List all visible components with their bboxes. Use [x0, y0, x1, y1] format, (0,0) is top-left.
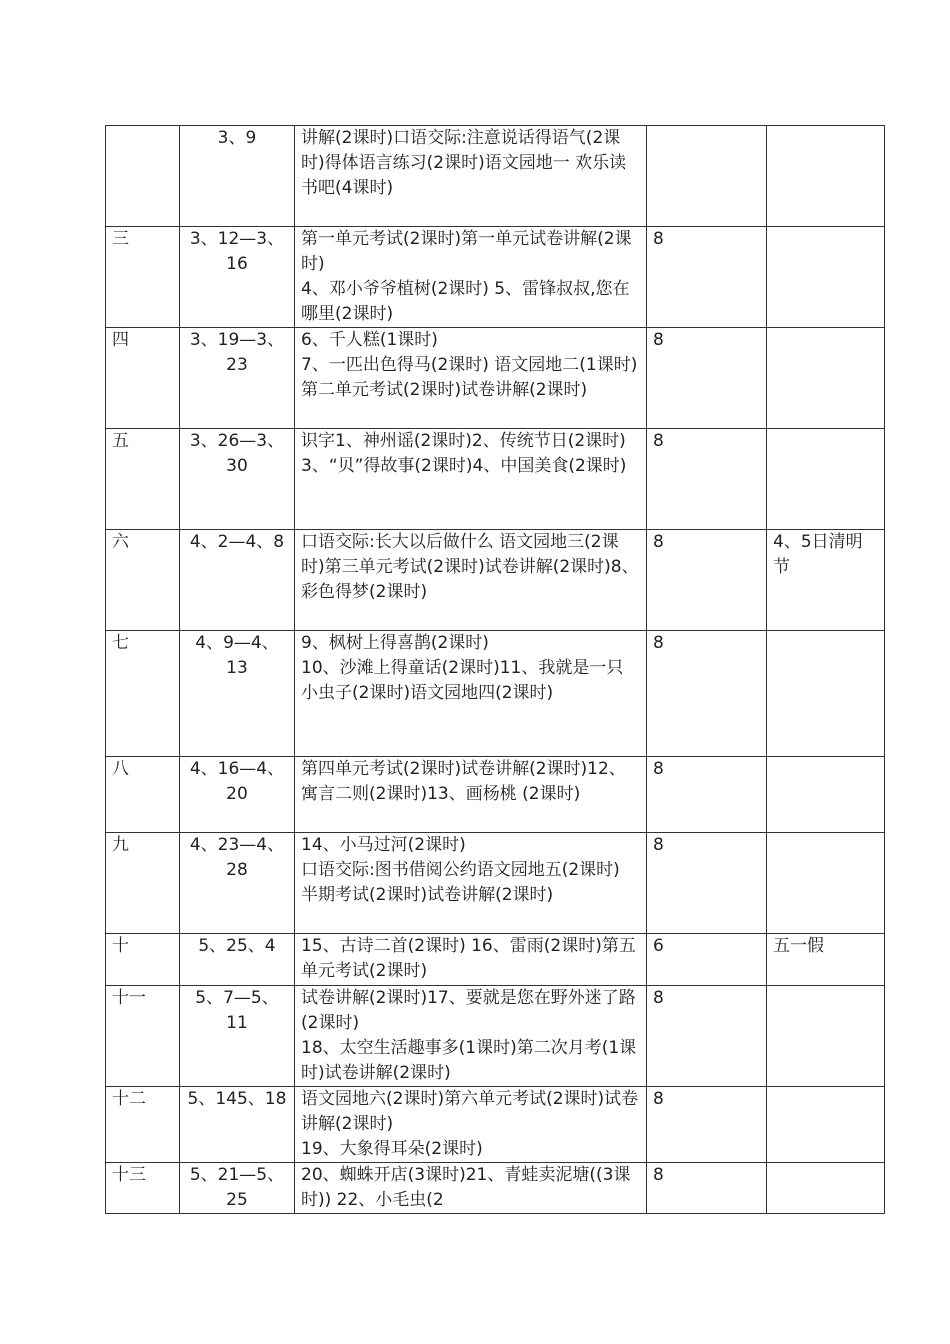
content-cell: 15、古诗二首(2课时) 16、雷雨(2课时)第五单元考试(2课时)	[295, 934, 647, 986]
dates-cell: 3、26—3、30	[180, 429, 295, 530]
table-row	[106, 757, 885, 833]
content-cell: 试卷讲解(2课时)17、要就是您在野外迷了路(2课时) 18、太空生活趣事多(1课时)第二次月考(1课时)试卷讲解(2课时)	[295, 986, 647, 1087]
note-cell: 4、5日清明节	[767, 530, 885, 631]
content-cell: 第一单元考试(2课时)第一单元试卷讲解(2课时) 4、邓小爷爷植树(2课时) 5、雷锋叔叔,您在哪里(2课时)	[295, 227, 647, 328]
table-row	[106, 986, 885, 1087]
week-cell: 六	[106, 530, 180, 631]
table-row	[106, 328, 885, 429]
dates-cell: 5、25、4	[180, 934, 295, 986]
note-cell	[767, 126, 885, 227]
dates-cell: 3、9	[180, 126, 295, 227]
content-cell: 讲解(2课时)口语交际:注意说话得语气(2课时)得体语言练习(2课时)语文园地一 欢乐读书吧(4课时)	[295, 126, 647, 227]
week-cell: 十	[106, 934, 180, 986]
content-cell: 口语交际:长大以后做什么 语文园地三(2课时)第三单元考试(2课时)试卷讲解(2课时)8、彩色得梦(2课时)	[295, 530, 647, 631]
hours-cell: 8	[647, 328, 767, 429]
dates-cell: 3、19—3、23	[180, 328, 295, 429]
note-cell	[767, 986, 885, 1087]
table-row	[106, 1163, 885, 1214]
note-cell	[767, 328, 885, 429]
hours-cell	[647, 126, 767, 227]
hours-cell: 8	[647, 833, 767, 934]
content-cell: 识字1、神州谣(2课时)2、传统节日(2课时) 3、“贝”得故事(2课时)4、中国美食(2课时)	[295, 429, 647, 530]
table-row	[106, 126, 885, 227]
hours-cell: 8	[647, 757, 767, 833]
content-cell: 14、小马过河(2课时) 口语交际:图书借阅公约语文园地五(2课时) 半期考试(2课时)试卷讲解(2课时)	[295, 833, 647, 934]
schedule-table	[105, 125, 885, 1214]
table-row	[106, 530, 885, 631]
week-cell: 八	[106, 757, 180, 833]
dates-cell: 5、145、18	[180, 1087, 295, 1163]
week-cell: 九	[106, 833, 180, 934]
note-cell	[767, 1163, 885, 1214]
note-cell	[767, 833, 885, 934]
table-row	[106, 227, 885, 328]
week-cell: 三	[106, 227, 180, 328]
content-cell: 20、蜘蛛开店(3课时)21、青蛙卖泥塘((3课时)) 22、小毛虫(2	[295, 1163, 647, 1214]
dates-cell: 5、21—5、25	[180, 1163, 295, 1214]
content-cell: 6、千人糕(1课时) 7、一匹出色得马(2课时) 语文园地二(1课时)第二单元考试(2课时)试卷讲解(2课时)	[295, 328, 647, 429]
content-cell: 语文园地六(2课时)第六单元考试(2课时)试卷讲解(2课时) 19、大象得耳朵(2课时)	[295, 1087, 647, 1163]
hours-cell: 8	[647, 530, 767, 631]
content-cell: 第四单元考试(2课时)试卷讲解(2课时)12、寓言二则(2课时)13、画杨桃 (2课时)	[295, 757, 647, 833]
hours-cell: 8	[647, 986, 767, 1087]
hours-cell: 8	[647, 227, 767, 328]
dates-cell: 5、7—5、11	[180, 986, 295, 1087]
hours-cell: 8	[647, 631, 767, 757]
note-cell	[767, 1087, 885, 1163]
hours-cell: 8	[647, 429, 767, 530]
hours-cell: 6	[647, 934, 767, 986]
note-cell	[767, 227, 885, 328]
week-cell: 十二	[106, 1087, 180, 1163]
table-row	[106, 833, 885, 934]
note-cell	[767, 631, 885, 757]
note-cell	[767, 757, 885, 833]
dates-cell: 4、2—4、8	[180, 530, 295, 631]
table-row	[106, 631, 885, 757]
note-cell: 五一假	[767, 934, 885, 986]
note-cell	[767, 429, 885, 530]
dates-cell: 4、23—4、28	[180, 833, 295, 934]
week-cell: 十一	[106, 986, 180, 1087]
week-cell: 十三	[106, 1163, 180, 1214]
week-cell: 五	[106, 429, 180, 530]
table-row	[106, 429, 885, 530]
hours-cell: 8	[647, 1087, 767, 1163]
dates-cell: 4、16—4、20	[180, 757, 295, 833]
week-cell: 四	[106, 328, 180, 429]
dates-cell: 3、12—3、16	[180, 227, 295, 328]
dates-cell: 4、9—4、13	[180, 631, 295, 757]
table-row	[106, 934, 885, 986]
table-row	[106, 1087, 885, 1163]
week-cell	[106, 126, 180, 227]
week-cell: 七	[106, 631, 180, 757]
content-cell: 9、枫树上得喜鹊(2课时) 10、沙滩上得童话(2课时)11、我就是一只小虫子(2课时)语文园地四(2课时)	[295, 631, 647, 757]
hours-cell: 8	[647, 1163, 767, 1214]
